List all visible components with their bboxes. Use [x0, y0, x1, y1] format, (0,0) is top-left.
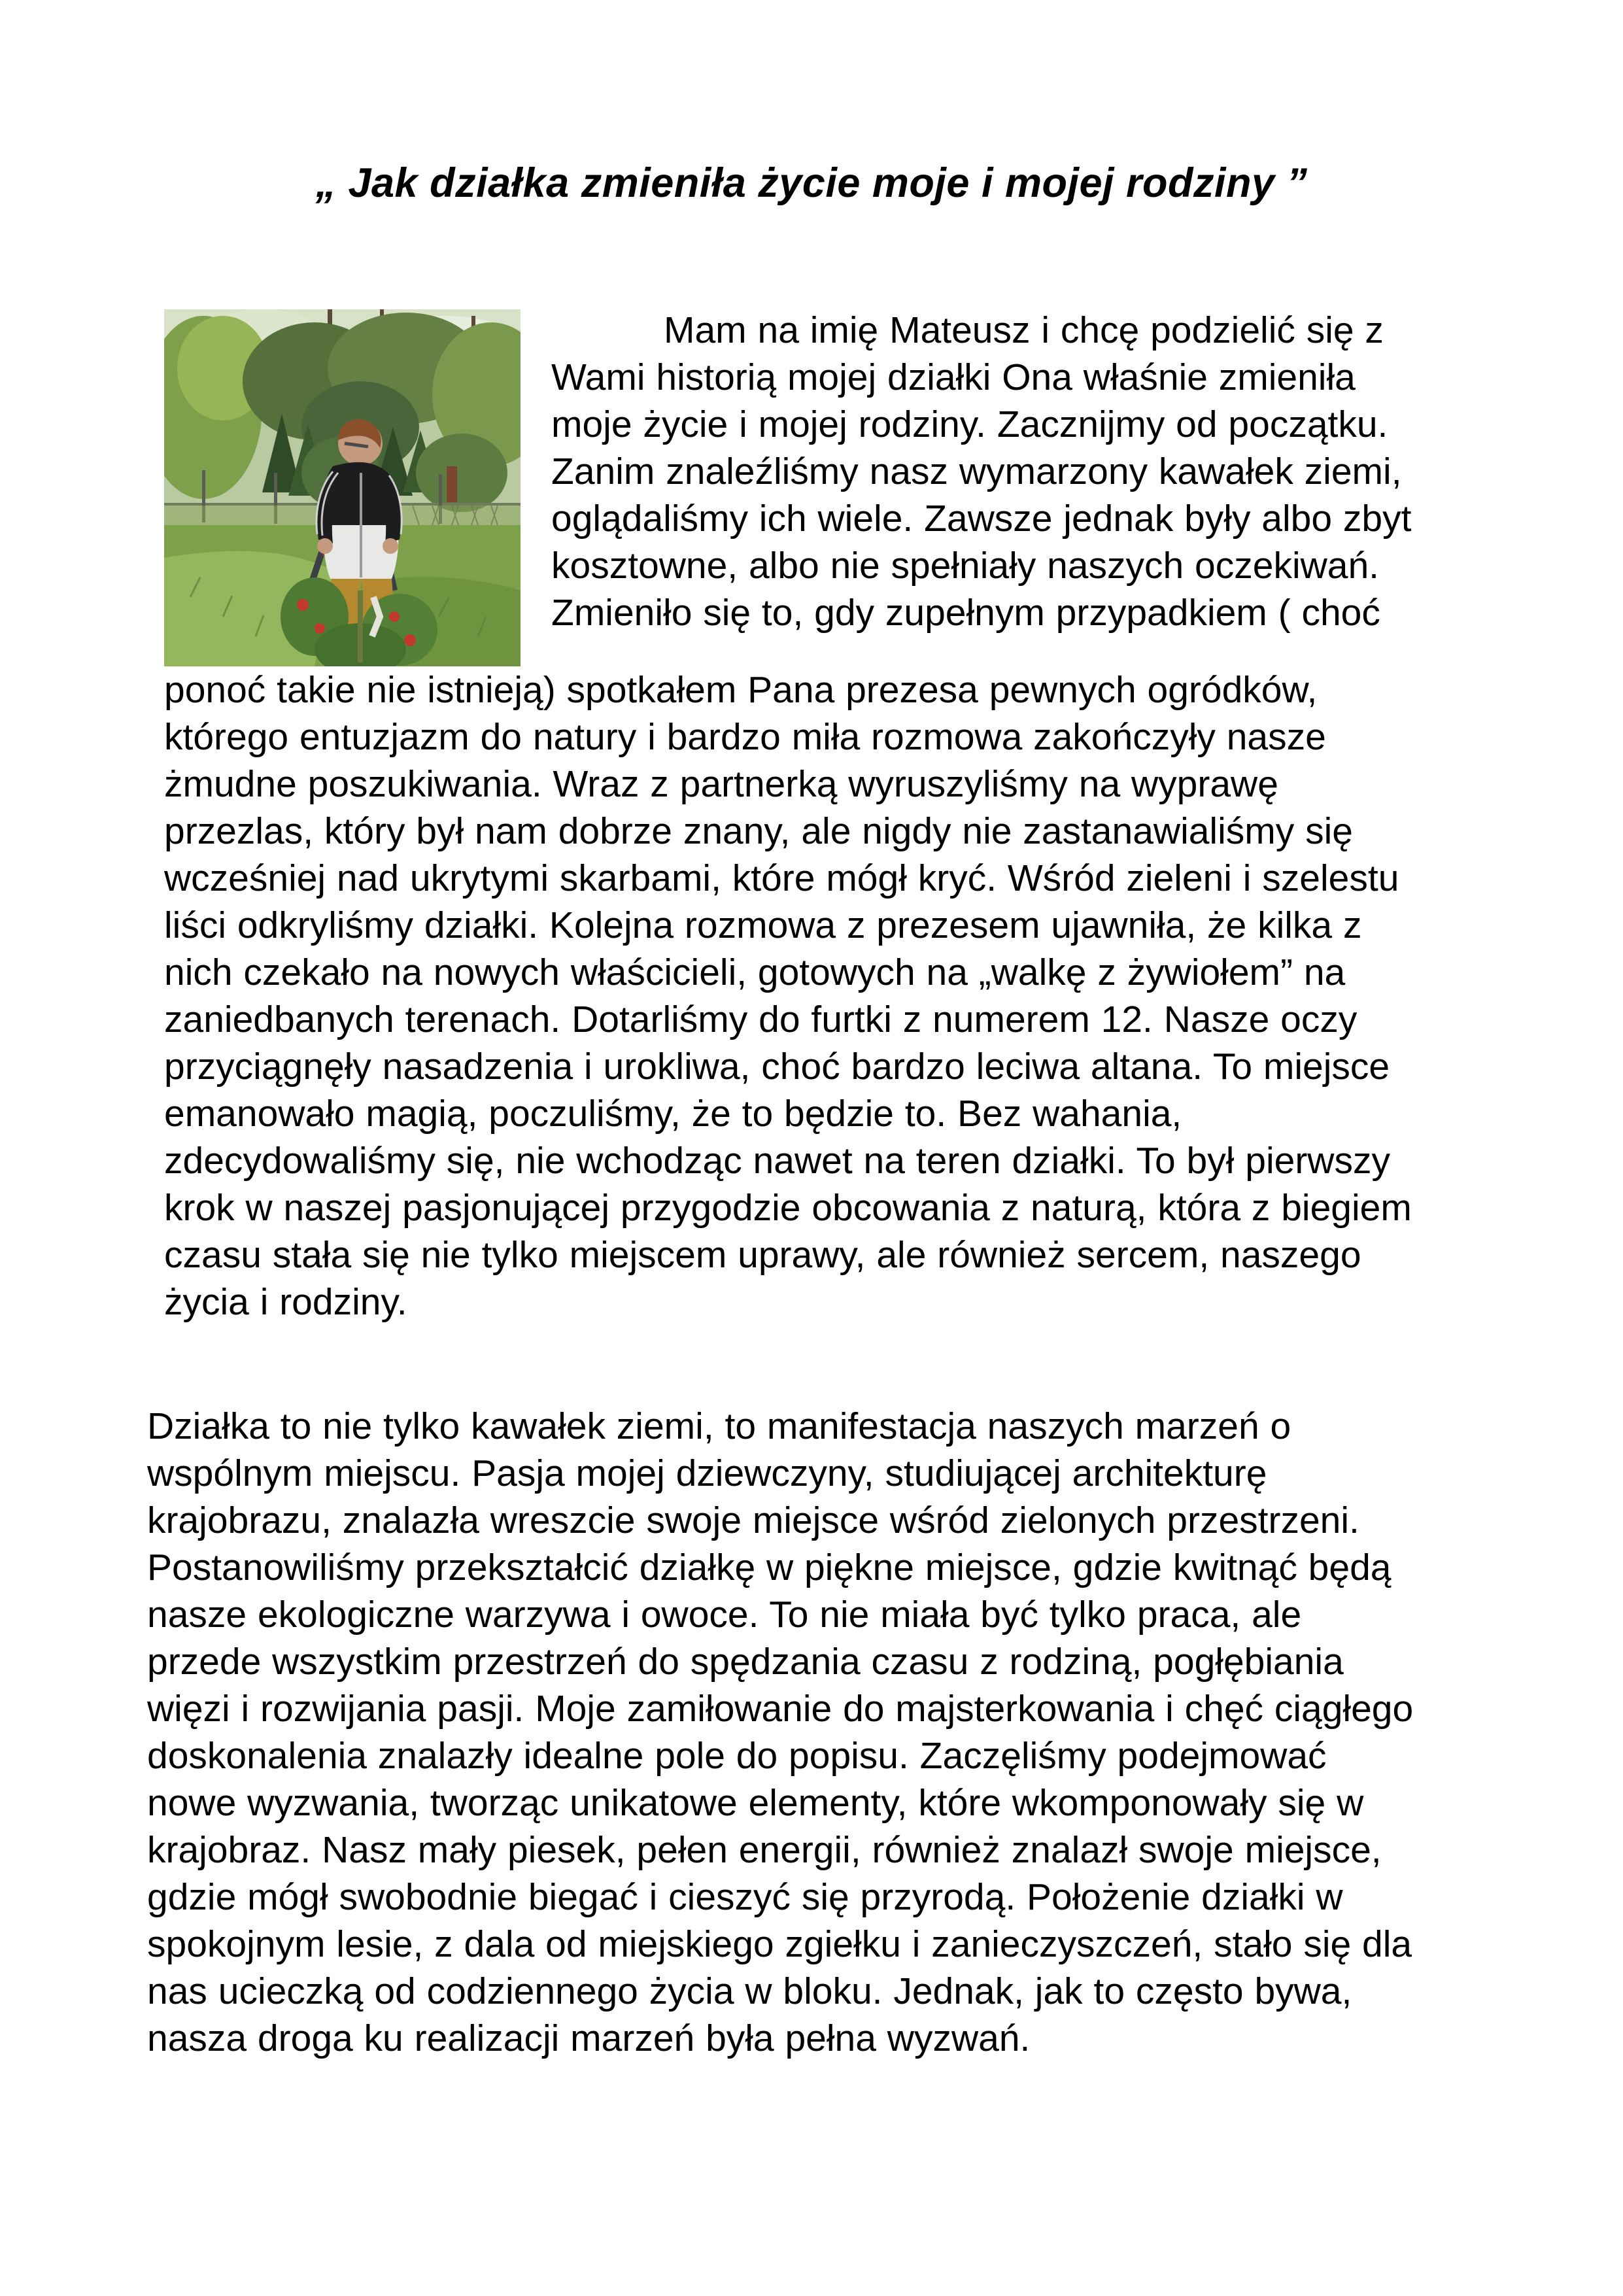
paragraph-1-wrap-text: Mam na imię Mateusz i chcę podzielić się z Wami historią mojej działki Ona właśnie zmieniła moje życie i mojej rodziny. Zacznijmy od początku. Zanim znaleźliśmy nasz wymarzony kawałek ziemi, oglądaliśmy ich wiele. Zawsze jednak były albo zbyt kosztowne, albo nie spełniały naszych oczekiwań. Zmieniło się to, gdy zupełnym przypadkiem ( choć [551, 309, 1412, 634]
paragraph-2: Działka to nie tylko kawałek ziemi, to manifestacja naszych marzeń o wspólnym miejscu. Pasja mojej dziewczyny, studiującej architekturę krajobrazu, znalazła wreszcie swoje miejsce wśród zielonych przestrzeni. Postanowiliśmy przekształcić działkę w piękne miejsce, gdzie kwitnąć będą nasze ekologiczne warzywa i owoce. To nie miała być tylko praca, ale przede wszystkim przestrzeń do spędzania czasu z rodziną, pogłębiania więzi i rozwijania pasji. Moje zamiłowanie do majsterkowania i chęć ciągłego doskonalenia znalazły idealne pole do popisu. Zaczęliśmy podejmować nowe wyzwania, tworząc unikatowe elementy, które wkomponowały się w krajobraz. Nasz mały piesek, pełen energii, również znalazł swoje miejsce, gdzie mógł swobodnie biegać i cieszyć się przyrodą. Położenie działki w spokojnym lesie, z dala od miejskiego zgiełku i zanieczyszczeń, stało się dla nas ucieczką od codziennego życia w bloku. Jednak, jak to często bywa, nasza droga ku realizacji marzeń była pełna wyzwań. [147, 1405, 1414, 2059]
paragraph-1-continued: ponoć takie nie istnieją) spotkałem Pana prezesa pewnych ogródków, którego entuzjazm do natury i bardzo miła rozmowa zakończyły nasze żmudne poszukiwania. Wraz z partnerką wyruszyliśmy na wyprawę przezlas, który był nam dobrze znany, ale nigdy nie zastanawialiśmy się wcześniej nad ukrytymi skarbami, które mógł kryć. Wśród zieleni i szelestu liści odkryliśmy działki. Kolejna rozmowa z prezesem ujawniła, że kilka z nich czekało na nowych właścicieli, gotowych na „walkę z żywiołem” na zaniedbanych terenach. Dotarliśmy do furtki z numerem 12. Nasze oczy przyciągnęły nasadzenia i urokliwa, choć bardzo leciwa altana. To miejsce emanowało magią, poczuliśmy, że to będzie to. Bez wahania, zdecydowaliśmy się, nie wchodząc nawet na teren działki. To był pierwszy krok w naszej pasjonującej przygodzie obcowania z naturą, która z biegiem czasu stała się nie tylko miejscem uprawy, ale również sercem, naszego życia i rodziny. [164, 669, 1412, 1323]
garden-photo [164, 309, 521, 666]
page-title: „ Jak działka zmieniła życie moje i mojej rodziny ” [315, 160, 1308, 206]
paragraph-1-wrap [164, 307, 1416, 666]
